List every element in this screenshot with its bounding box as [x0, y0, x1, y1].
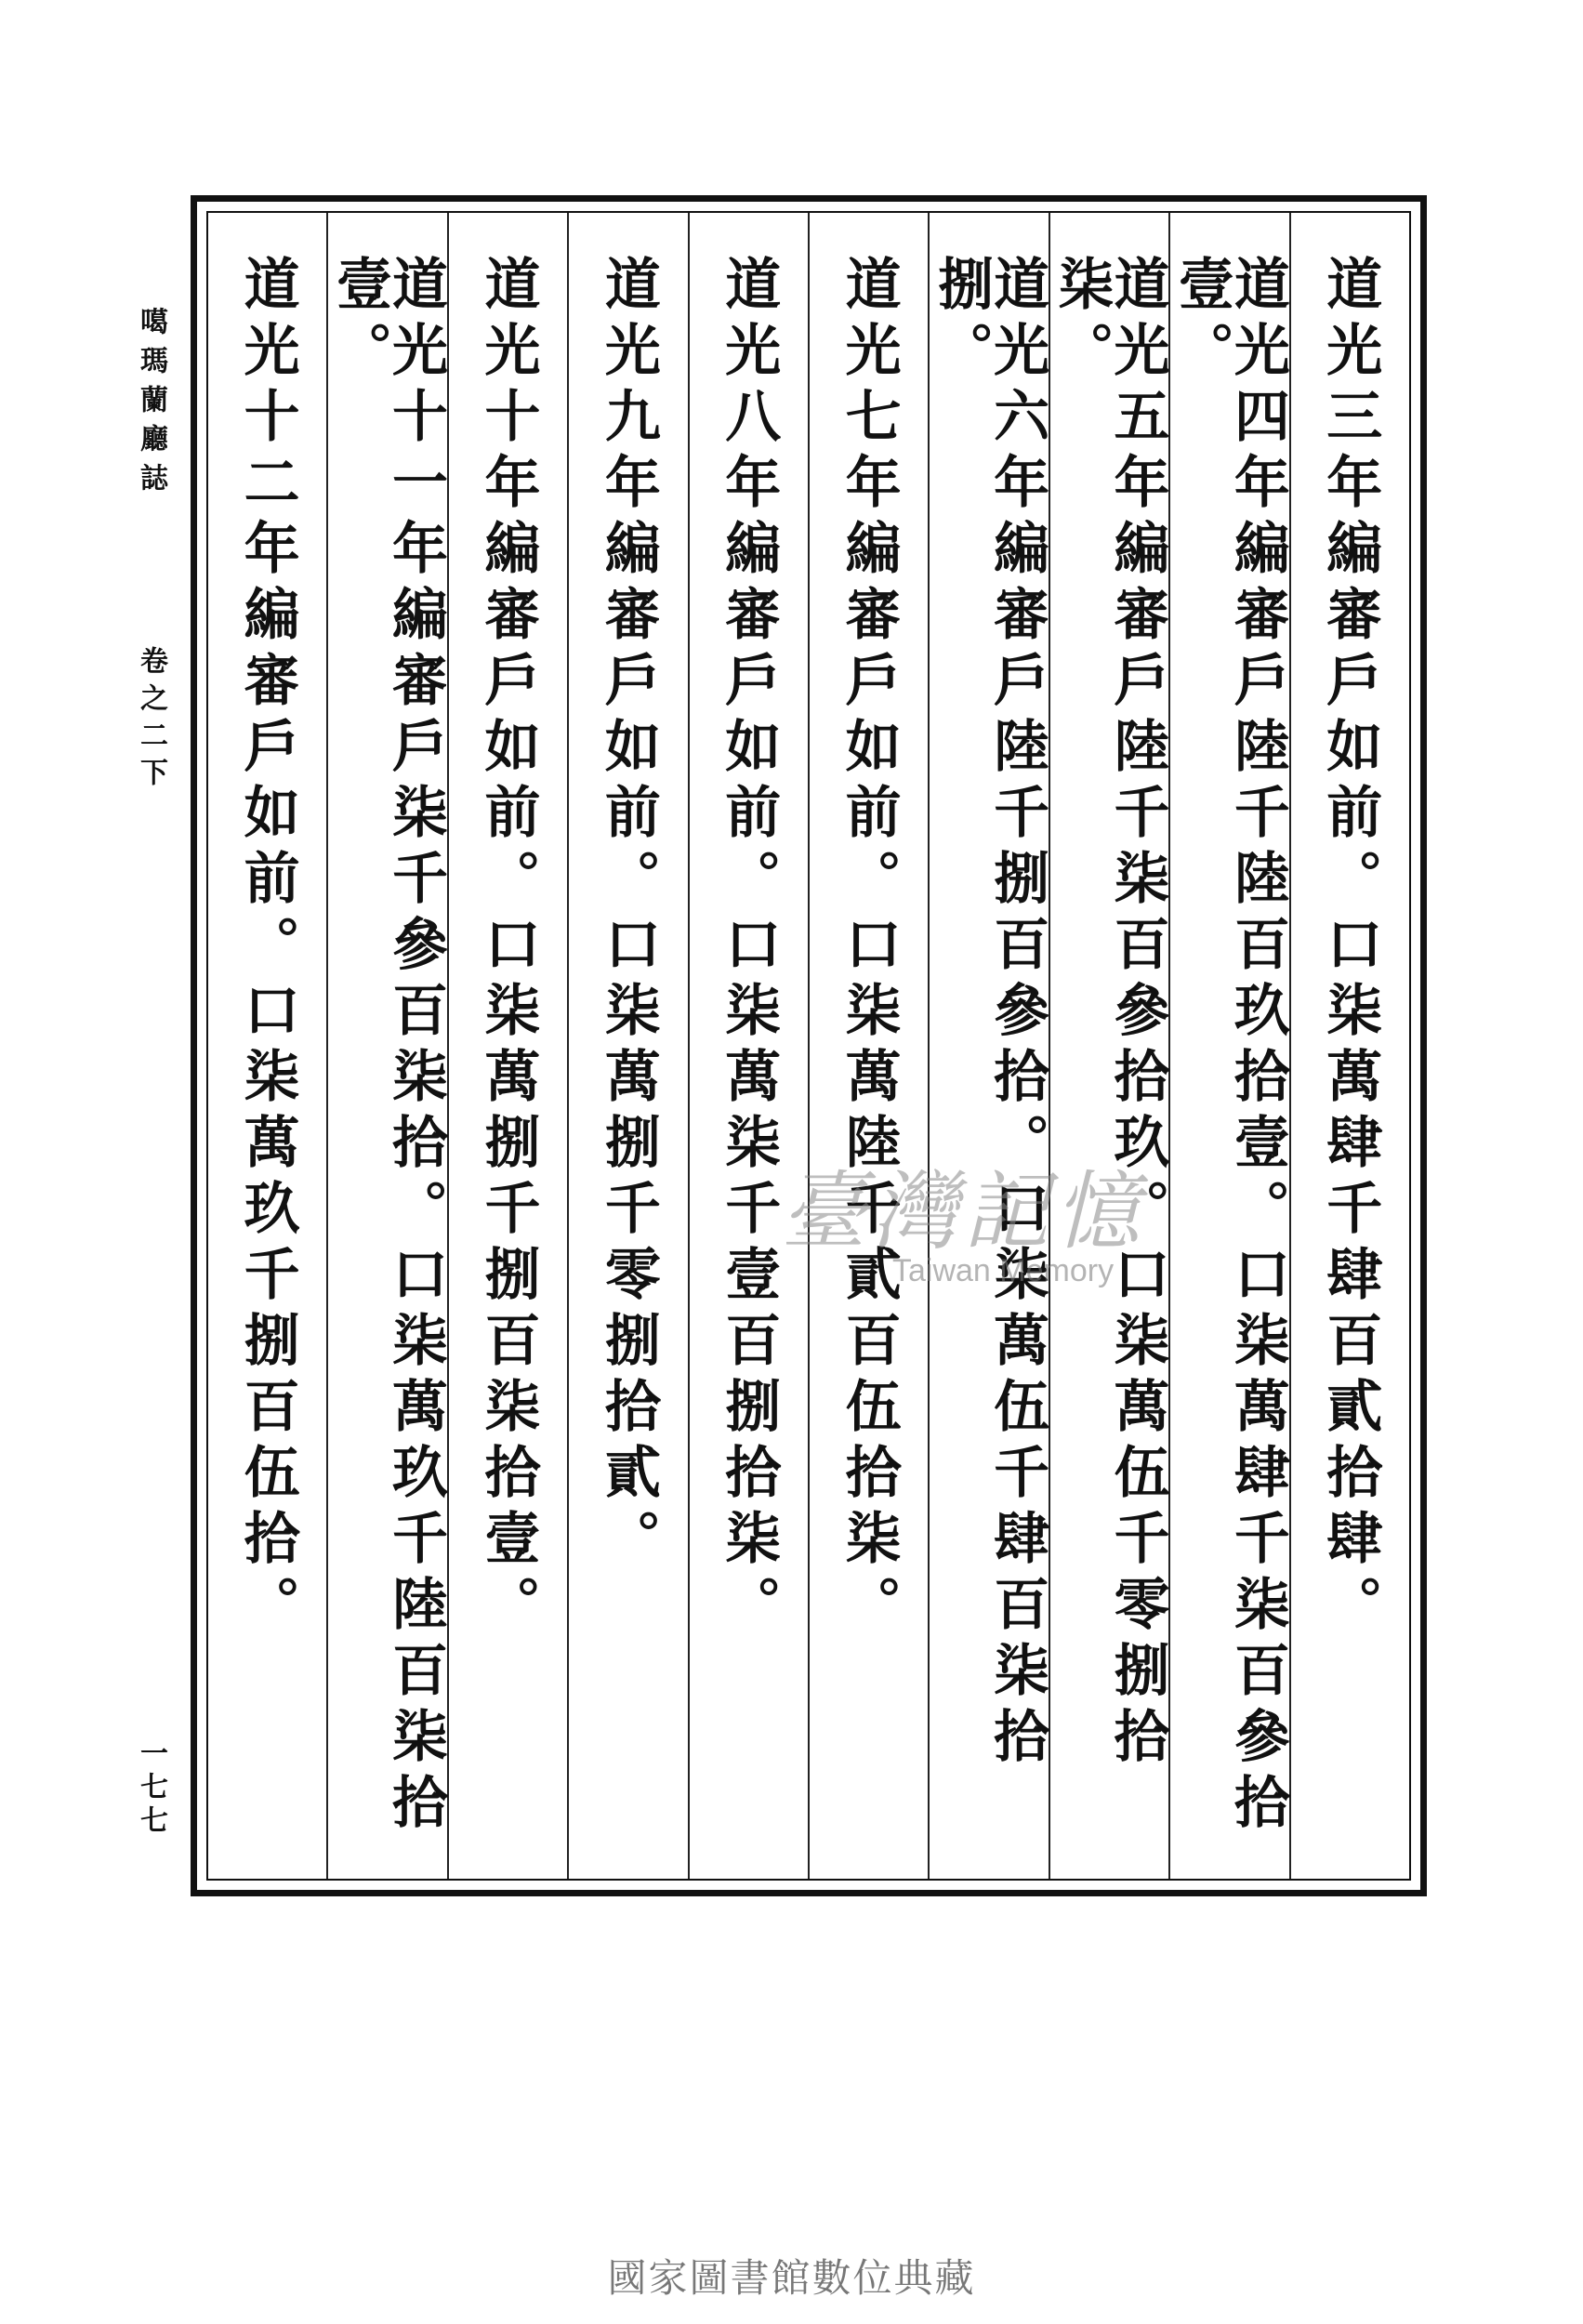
page-margin [130, 307, 167, 1887]
column-text: 道光四年編審戶陸千陸百玖拾壹。口柒萬肆千柒百參拾壹。 [1168, 255, 1290, 1839]
column-text: 道光九年編審戶如前。口柒萬捌千零捌拾貳。 [595, 255, 661, 1575]
text-column [688, 213, 808, 1879]
text-column [808, 213, 928, 1879]
text-column [447, 213, 567, 1879]
text-column [1049, 213, 1168, 1879]
text-column [1289, 213, 1409, 1879]
text-columns [208, 213, 1409, 1879]
watermark-subtitle: Taiwan Memory [892, 1253, 1115, 1288]
column-text: 道光七年編審戶如前。口柒萬陸千貳百伍拾柒。 [836, 255, 902, 1641]
text-frame [191, 195, 1427, 1896]
column-text: 道光六年編審戶陸千捌百參拾。口柒萬伍千肆百柒拾捌。 [929, 255, 1050, 1773]
column-text: 道光三年編審戶如前。口柒萬肆千肆百貳拾肆。 [1317, 255, 1383, 1641]
book-title: 噶瑪蘭廳誌 [135, 307, 167, 502]
page-number: 一七七 [135, 1738, 167, 1839]
text-column [567, 213, 687, 1879]
column-text: 道光十一年編審戶柒千參百柒拾。口柒萬玖千陸百柒拾壹。 [327, 255, 449, 1839]
column-text: 道光五年編審戶陸千柒百參拾玖。口柒萬伍千零捌拾柒。 [1049, 255, 1170, 1773]
text-column [326, 213, 449, 1879]
text-column [208, 213, 326, 1879]
watermark-logo-text: 臺灣記憶 [781, 1162, 1146, 1261]
column-text: 道光十年編審戶如前。口柒萬捌千捌百柒拾壹。 [475, 255, 541, 1641]
text-column [1168, 213, 1288, 1879]
column-text: 道光十二年編審戶如前。口柒萬玖千捌百伍拾。 [234, 255, 300, 1641]
text-frame-inner [206, 211, 1411, 1881]
column-text: 道光八年編審戶如前。口柒萬柒千壹百捌拾柒。 [716, 255, 782, 1641]
volume-label: 卷之二下 [135, 646, 167, 795]
library-credit: 國家圖書館數位典藏 [607, 2255, 976, 2301]
text-column [928, 213, 1048, 1879]
